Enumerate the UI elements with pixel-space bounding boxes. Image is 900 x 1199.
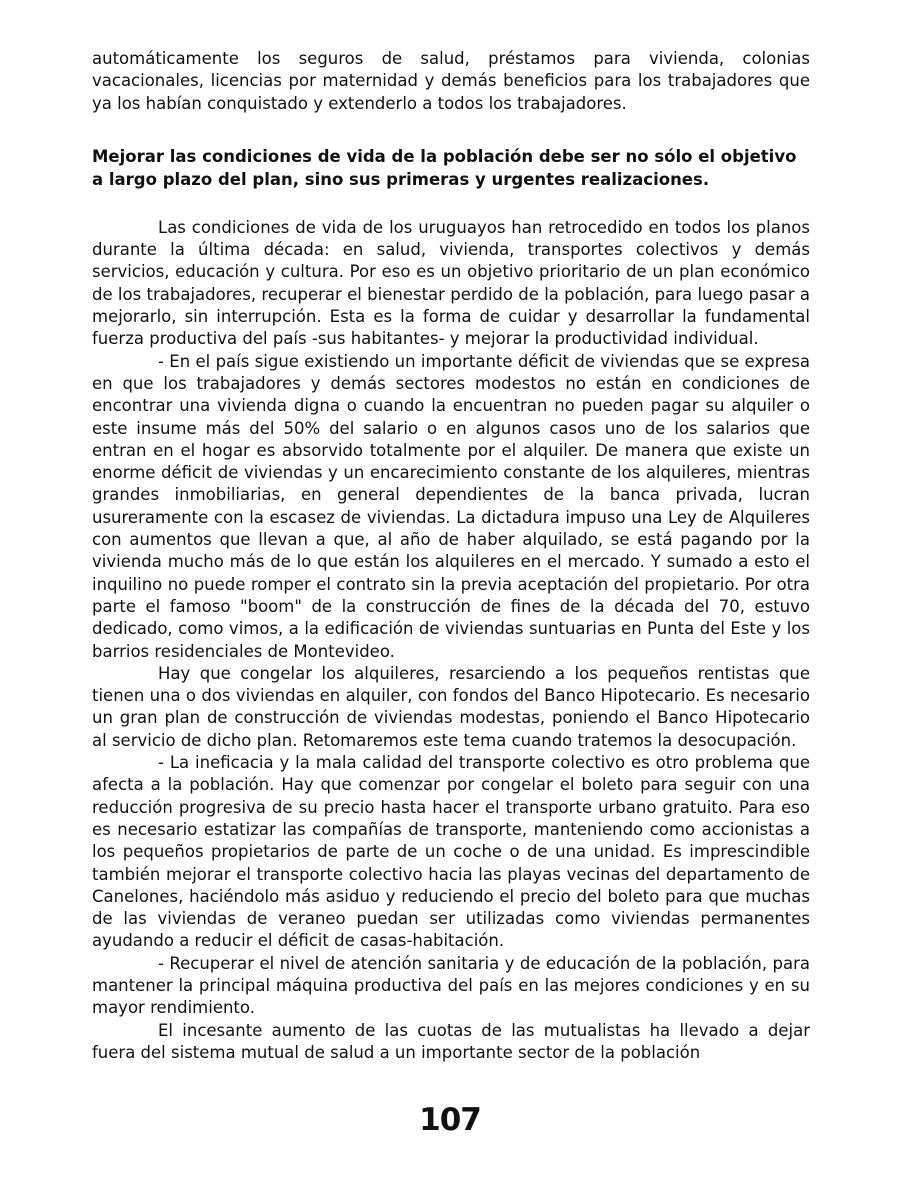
paragraph-health-education: - Recuperar el nivel de atención sanitaria y de educación de la población, para mantener la principal máquina productiva del país en las mejores condiciones y en su mayor rendimiento. bbox=[92, 953, 810, 1018]
section-heading: Mejorar las condiciones de vida de la población debe ser no sólo el objetivo a largo plazo del plan, sino sus primeras y urgentes realizaciones. bbox=[92, 146, 797, 189]
paragraph-living-conditions: Las condiciones de vida de los uruguayos han retrocedido en todos los planos durante la última década: en salud, vivienda, transportes colectivos y demás servicios, educación y cultura. Por eso es un objetivo prioritario de un plan económico de los trabajadores, recuperar el bienestar perdido de la población, para luego pasar a mejorarlo, sin interrupción. Esta es la forma de cuidar y desarrollar la fundamental fuerza productiva del país -sus habitantes- y mejorar la productividad individual. bbox=[92, 217, 810, 349]
paragraph-transport: - La ineficacia y la mala calidad del transporte colectivo es otro problema que afecta a la población. Hay que comenzar por congelar el boleto para seguir con una reducción progresiva de su precio hasta hacer el transporte urbano gratuito. Para eso es necesario estatizar las compañías de transporte, manteniendo como accionistas a los pequeños propietarios de parte de un coche o de una unidad. Es imprescindible también mejorar el transporte colectivo hacia las playas vecinas del departamento de Canelones, haciéndolo más asiduo y reduciendo el precio del boleto para que muchas de las viviendas de veraneo puedan ser utilizadas como viviendas permanentes ayudando a reducir el déficit de casas-habitación. bbox=[92, 753, 810, 951]
paragraph-mutual-fees: El incesante aumento de las cuotas de las mutualistas ha llevado a dejar fuera del sistema mutual de salud a un importante sector de la población bbox=[92, 1020, 810, 1062]
page-body bbox=[92, 48, 810, 1064]
intro-paragraph: automáticamente los seguros de salud, préstamos para vivienda, colonias vacacionales, licencias por maternidad y demás beneficios para los trabajadores que ya los habían conquistado y extenderlo a todos los trabajadores. bbox=[92, 49, 810, 113]
paragraph-rent-freeze: Hay que congelar los alquileres, resarciendo a los pequeños rentistas que tienen una o dos viviendas en alquiler, con fondos del Banco Hipotecario. Es necesario un gran plan de construcción de viviendas modestas, poniendo el Banco Hipotecario al servicio de dicho plan. Retomaremos este tema cuando tratemos la desocupación. bbox=[92, 663, 810, 750]
page-number: 107 bbox=[419, 1102, 481, 1138]
paragraph-housing-deficit: - En el país sigue existiendo un importante déficit de viviendas que se expresa en que los trabajadores y demás sectores modestos no están en condiciones de encontrar una vivienda digna o cuando la encuentran no pueden pagar su alquiler o este insume más del 50% del salario o en algunos casos uno de los salarios que entran en el hogar es absorvido totalmente por el alquiler. De manera que existe un enorme déficit de viviendas y un encarecimiento constante de los alquileres, mientras grandes inmobiliarias, en general dependientes de la banca privada, lucran usureramente con la escasez de viviendas. La dictadura impuso una Ley de Alquileres con aumentos que llevan a que, al año de haber alquilado, se está pagando por la vivienda mucho más de lo que están los alquileres en el mercado. Y sumado a esto el inquilino no puede romper el contrato sin la previa aceptación del propietario. Por otra parte el famoso "boom" de la construcción de fines de la década del 70, estuvo dedicado, como vimos, a la edificación de viviendas suntuarias en Punta del Este y los barrios residenciales de Montevideo. bbox=[92, 351, 810, 661]
